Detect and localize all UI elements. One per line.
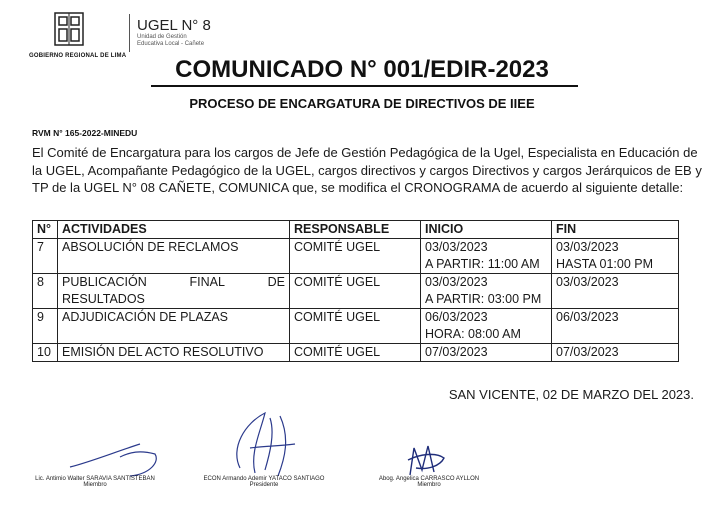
row-start [421, 309, 552, 344]
activity-line-2: RESULTADOS [62, 292, 145, 306]
row-activity: ADJUDICACIÓN DE PLAZAS [58, 309, 290, 344]
gobierno-regional-logo [54, 12, 84, 46]
start-date: 03/03/2023 [425, 275, 488, 289]
col-header-start: INICIO [421, 221, 552, 239]
table-row [33, 239, 679, 274]
col-header-responsible: RESPONSABLE [290, 221, 421, 239]
row-activity: ABSOLUCIÓN DE RECLAMOS [58, 239, 290, 274]
row-start [421, 239, 552, 274]
row-end: 03/03/2023 [552, 274, 679, 309]
end-date: 03/03/2023 [556, 240, 619, 254]
signature-3-name: Abog. Angelica CARRASCO AYLLON [378, 476, 480, 482]
row-end: 07/03/2023 [552, 344, 679, 362]
start-date: 06/03/2023 [425, 310, 488, 324]
row-responsible: COMITÉ UGEL [290, 239, 421, 274]
start-time: HORA: 08:00 AM [425, 327, 521, 341]
signature-1-role: Miembro [83, 482, 107, 488]
header-divider [129, 14, 130, 52]
ugel-sub-line1: Unidad de Gestión [137, 34, 187, 40]
gov-label: GOBIERNO REGIONAL DE LIMA [29, 53, 127, 59]
row-number: 7 [33, 239, 58, 274]
row-responsible: COMITÉ UGEL [290, 274, 421, 309]
row-number: 10 [33, 344, 58, 362]
rvm-reference: RVM N° 165-2022-MINEDU [32, 128, 138, 138]
row-end: 06/03/2023 [552, 309, 679, 344]
signature-2-role: Presidente [249, 482, 279, 488]
start-time: A PARTIR: 11:00 AM [425, 257, 540, 271]
activity-word: PUBLICACIÓN [62, 275, 147, 289]
table-header-row [33, 221, 679, 239]
row-number: 8 [33, 274, 58, 309]
page-title: COMUNICADO N° 001/EDIR-2023 [175, 56, 549, 83]
col-header-end: FIN [552, 221, 679, 239]
signature-3-role: Miembro [417, 482, 441, 488]
col-header-activities: ACTIVIDADES [58, 221, 290, 239]
signature-1-scribble [60, 432, 170, 482]
signature-block-1 [20, 476, 170, 488]
signature-1-name: Lic. Antimio Walter SARAVIA SANTISTEBAN [35, 476, 155, 482]
table-row [33, 274, 679, 309]
page-subtitle: PROCESO DE ENCARGATURA DE DIRECTIVOS DE IIEE [189, 96, 535, 111]
ugel-subtitle [137, 34, 204, 48]
row-end [552, 239, 679, 274]
col-header-number: N° [33, 221, 58, 239]
activity-line-1 [62, 274, 285, 291]
signature-block-3 [354, 476, 504, 488]
ugel-title: UGEL N° 8 [137, 17, 211, 34]
signature-block-2 [184, 476, 344, 488]
signature-2-scribble [220, 408, 310, 483]
title-underline [151, 85, 578, 87]
ugel-sub-line2: Educativa Local - Cañete [137, 41, 205, 47]
date-location-line: SAN VICENTE, 02 DE MARZO DEL 2023. [448, 387, 694, 402]
activity-word: DE [267, 275, 285, 289]
table-row [33, 309, 679, 344]
row-start: 07/03/2023 [421, 344, 552, 362]
start-date: 03/03/2023 [425, 240, 488, 254]
row-responsible: COMITÉ UGEL [290, 344, 421, 362]
row-responsible: COMITÉ UGEL [290, 309, 421, 344]
row-start [421, 274, 552, 309]
schedule-table [32, 220, 679, 362]
row-activity: EMISIÓN DEL ACTO RESOLUTIVO [58, 344, 290, 362]
activity-word: FINAL [189, 275, 225, 289]
table-row [33, 344, 679, 362]
row-number: 9 [33, 309, 58, 344]
start-time: A PARTIR: 03:00 PM [425, 292, 542, 306]
signature-2-name: ECON Armando Ademir YATACO SANTIAGO [203, 476, 325, 482]
end-time: HASTA 01:00 PM [556, 257, 654, 271]
row-activity [58, 274, 290, 309]
body-paragraph: El Comité de Encargatura para los cargos de Jefe de Gestión Pedagógica de la Ugel, Especialista en Educación de la UGEL, Acompañante Pedagógico de la UGEL, cargos directivos y cargos Directivos y cargos Jerárquicos de EB y TP de la UGEL N° 08 CAÑETE, COMUNICA que, se modifica el CRONOGRAMA de acuerdo al siguiente detalle: [32, 145, 702, 195]
